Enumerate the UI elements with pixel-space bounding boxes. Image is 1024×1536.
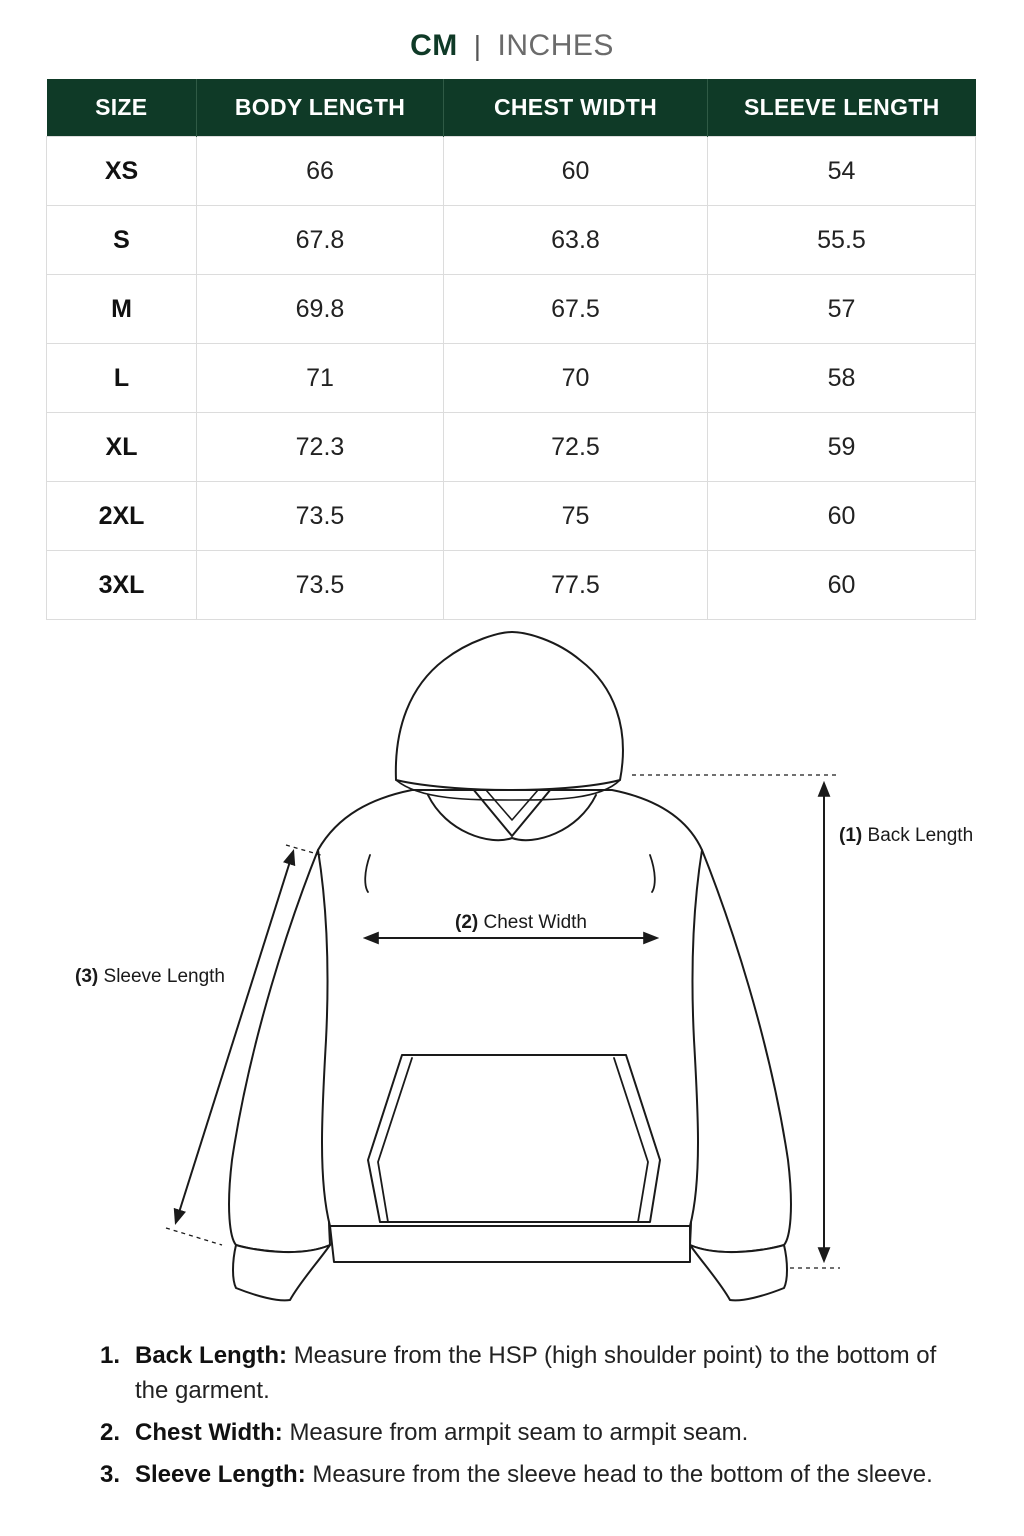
instruction-number: 1. — [100, 1342, 121, 1369]
column-header-body-length: BODY LENGTH — [197, 79, 444, 137]
table-row — [47, 413, 976, 482]
table-row — [47, 137, 976, 206]
instruction-number: 3. — [100, 1461, 121, 1488]
sleeve-length-cell: 58 — [708, 344, 976, 413]
column-header-size: SIZE — [47, 79, 197, 137]
table-row — [47, 344, 976, 413]
column-header-sleeve-length: SLEEVE LENGTH — [708, 79, 976, 137]
chest-width-cell: 60 — [444, 137, 708, 206]
chest-width-cell: 63.8 — [444, 206, 708, 275]
hoodie-measurement-diagram — [0, 620, 1024, 1320]
table-row — [47, 551, 976, 620]
body-length-cell: 73.5 — [197, 482, 444, 551]
size-cell: S — [47, 206, 197, 275]
size-cell: 3XL — [47, 551, 197, 620]
size-cell: L — [47, 344, 197, 413]
kangaroo-pocket — [368, 1055, 660, 1222]
instruction-item — [100, 1338, 940, 1408]
hoodie-outline — [229, 632, 791, 1300]
instruction-text: Measure from the sleeve head to the bottom of the sleeve. — [312, 1461, 933, 1488]
body-length-cell: 69.8 — [197, 275, 444, 344]
size-chart-table — [46, 79, 976, 620]
size-cell: XS — [47, 137, 197, 206]
instruction-term: Back Length: — [135, 1342, 288, 1369]
unit-cm-option[interactable]: CM — [410, 29, 458, 62]
right-cuff — [690, 1245, 787, 1300]
sleeve-length-cell: 60 — [708, 482, 976, 551]
table-row — [47, 275, 976, 344]
size-cell: XL — [47, 413, 197, 482]
chest-width-cell: 70 — [444, 344, 708, 413]
back-length-label: (1) Back Length — [839, 825, 974, 846]
left-cuff — [233, 1245, 330, 1300]
instruction-item — [100, 1457, 940, 1492]
unit-inches-option[interactable]: INCHES — [497, 29, 614, 62]
size-cell: M — [47, 275, 197, 344]
instruction-text: Measure from the HSP (high shoulder point) to the bottom of the garment. — [135, 1342, 937, 1404]
instruction-term: Sleeve Length: — [135, 1461, 306, 1488]
sleeve-length-cell: 55.5 — [708, 206, 976, 275]
size-cell: 2XL — [47, 482, 197, 551]
body-length-cell: 71 — [197, 344, 444, 413]
instruction-text: Measure from armpit seam to armpit seam. — [289, 1419, 749, 1446]
chest-width-cell: 77.5 — [444, 551, 708, 620]
chest-width-cell: 72.5 — [444, 413, 708, 482]
instruction-term: Chest Width: — [135, 1419, 283, 1446]
table-row — [47, 206, 976, 275]
body-length-cell: 66 — [197, 137, 444, 206]
instruction-number: 2. — [100, 1419, 121, 1446]
hood — [396, 632, 623, 790]
sleeve-length-cell: 59 — [708, 413, 976, 482]
chest-width-label: (2) Chest Width — [455, 912, 587, 933]
waistband — [330, 1226, 690, 1262]
sleeve-length-cell: 60 — [708, 551, 976, 620]
sleeve-length-label: (3) Sleeve Length — [75, 966, 226, 987]
body-length-cell: 72.3 — [197, 413, 444, 482]
body-length-cell: 67.8 — [197, 206, 444, 275]
sleeve-length-cell: 57 — [708, 275, 976, 344]
body-length-cell: 73.5 — [197, 551, 444, 620]
unit-toggle — [0, 26, 1024, 66]
table-header-row — [47, 79, 976, 137]
sleeve-length-cell: 54 — [708, 137, 976, 206]
chest-width-cell: 67.5 — [444, 275, 708, 344]
unit-separator: | — [473, 30, 482, 61]
table-row — [47, 482, 976, 551]
chest-width-cell: 75 — [444, 482, 708, 551]
instruction-item — [100, 1415, 940, 1450]
measurement-instructions — [100, 1338, 940, 1499]
column-header-chest-width: CHEST WIDTH — [444, 79, 708, 137]
